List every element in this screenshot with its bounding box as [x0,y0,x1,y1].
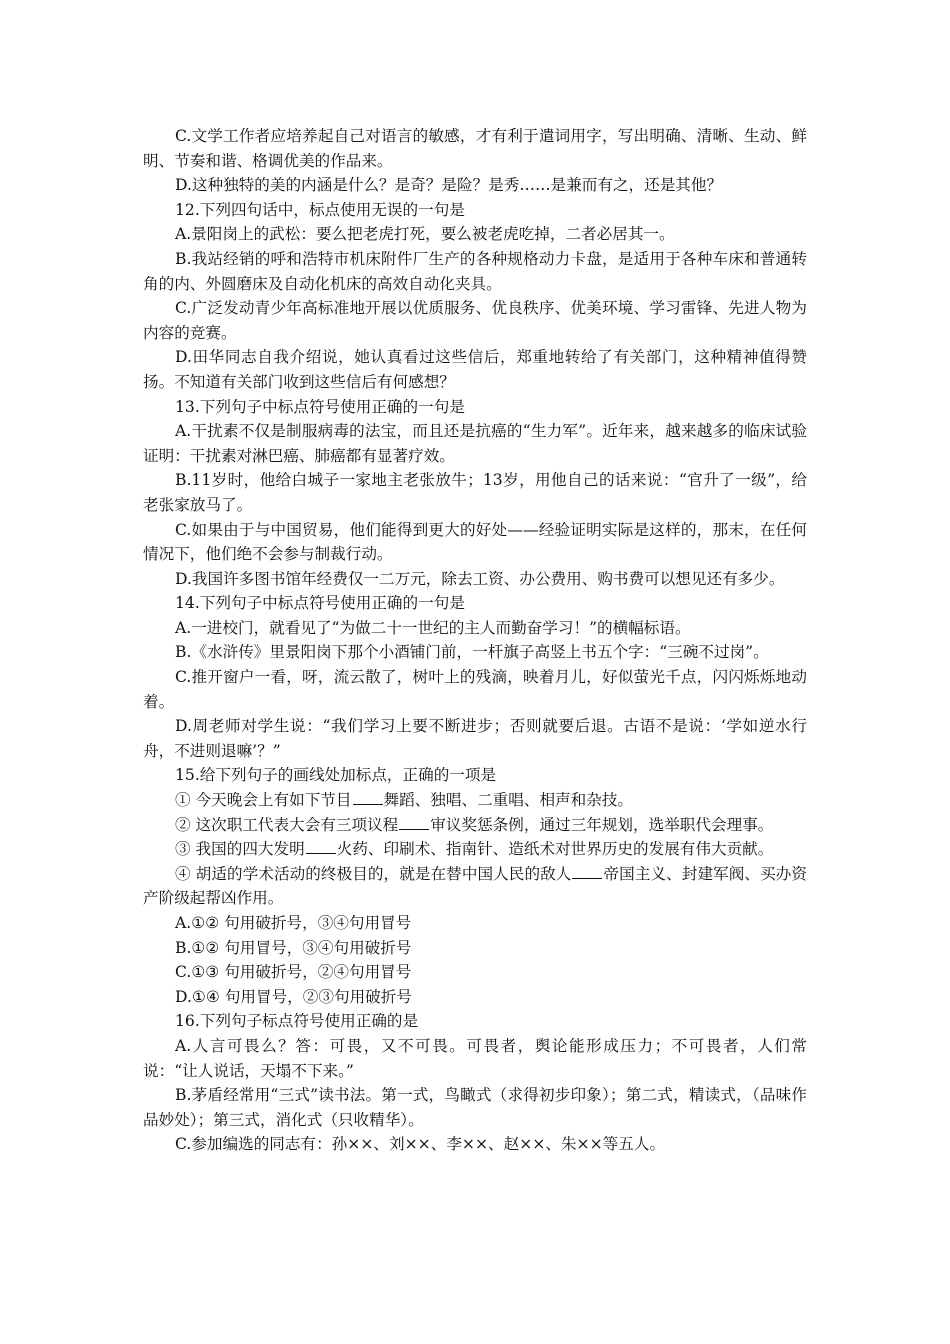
item-text-post: 审议奖惩条例，通过三年规划，选举职代会理事。 [430,815,774,834]
question-13-option-a: A.干扰素不仅是制服病毒的法宝，而且还是抗癌的“生力军”。近年来，越来越多的临床试验证明：干扰素对淋巴癌、肺癌都有显著疗效。 [143,422,807,465]
item-text-pre: ① 今天晚会上有如下节目 [175,791,352,810]
question-14-option-c: C.推开窗户一看，呀，流云散了，树叶上的残滴，映着月儿，好似萤光千点，闪闪烁烁地动着。 [143,668,807,711]
question-12-option-a: A.景阳岗上的武松：要么把老虎打死，要么被老虎吃掉，二者必居其一。 [175,225,675,244]
question-15-item-3 [143,837,807,862]
item-text-pre: ③ 我国的四大发明 [175,840,305,859]
question-15: 15.给下列句子的画线处加标点，正确的一项是 [175,766,497,785]
blank-underline [572,864,602,879]
question-15-item-1 [143,788,807,813]
option-c-11: C.文学工作者应培养起自己对语言的敏感，才有利于遣词用字，写出明确、清晰、生动、鲜明、节奏和谐、格调优美的作品来。 [143,127,807,170]
question-12: 12.下列四句话中，标点使用无误的一句是 [175,200,465,219]
document-body [143,124,807,1157]
blank-underline [306,839,336,854]
question-16-option-a: A.人言可畏么？答：可畏，又不可畏。可畏者，舆论能形成压力；不可畏者，人们常说：“让人说话，天塌不下来。” [143,1036,807,1080]
question-14-option-d: D.周老师对学生说：“我们学习上要不断进步；否则就要后退。古语不是说：‘学如逆水行舟，不进则退嘛’？” [143,717,807,760]
question-12-option-d: D.田华同志自我介绍说，她认真看过这些信后，郑重地转给了有关部门，这种精神值得赞扬。不知道有关部门收到这些信后有何感想？ [143,348,807,391]
question-13: 13.下列句子中标点符号使用正确的一句是 [175,397,465,416]
question-16-option-b: B.茅盾经常用“三式”读书法。第一式，鸟瞰式（求得初步印象）；第二式，精读式，（品味作品妙处）；第三式，消化式（只收精华）。 [143,1086,807,1129]
question-14: 14.下列句子中标点符号使用正确的一句是 [175,594,465,613]
question-15-option-d: D.①④ 句用冒号，②③句用破折号 [175,987,412,1006]
question-13-option-b: B.11岁时，他给白城子一家地主老张放牛；13岁，用他自己的话来说：“官升了一级”，给老张家放马了。 [143,471,807,514]
question-16: 16.下列句子标点符号使用正确的是 [175,1012,419,1031]
question-15-option-b: B.①② 句用冒号，③④句用破折号 [175,938,412,957]
question-15-item-2 [143,813,807,838]
question-16-option-c: C.参加编选的同志有：孙××、刘××、李××、赵××、朱××等五人。 [175,1135,666,1154]
question-12-option-c: C.广泛发动青少年高标准地开展以优质服务、优良秩序、优美环境、学习雷锋、先进人物为内容的竞赛。 [143,299,807,342]
question-15-option-c: C.①③ 句用破折号，②④句用冒号 [175,963,412,982]
item-text-pre: ② 这次职工代表大会有三项议程 [175,815,399,834]
question-14-option-a: A.一进校门，就看见了“为做二十一世纪的主人而勤奋学习！”的横幅标语。 [175,618,691,637]
question-13-option-d: D.我国许多图书馆年经费仅一二万元，除去工资、办公费用、购书费可以想见还有多少。 [175,569,785,588]
blank-underline [353,790,383,805]
item-text-post: 火药、印刷术、指南针、造纸术对世界历史的发展有伟大贡献。 [336,840,774,859]
item-text-post: 舞蹈、独唱、二重唱、相声和杂技。 [383,791,634,810]
question-15-option-a: A.①② 句用破折号，③④句用冒号 [175,914,412,932]
item-text-post: 帝国主义、封建军阀、买办资产阶级起帮凶作用。 [143,864,807,908]
item-text-pre: ④ 胡适的学术活动的终极目的，就是在替中国人民的敌人 [175,864,572,883]
option-d-11: D.这种独特的美的内涵是什么？是奇？是险？是秀……是兼而有之，还是其他？ [175,176,723,195]
question-12-option-b: B.我站经销的呼和浩特市机床附件厂生产的各种规格动力卡盘，是适用于各种车床和普通转角的内、外圆磨床及自动化机床的高效自动化夹具。 [143,249,807,293]
question-15-item-4 [143,862,807,911]
question-14-option-b: B.《水浒传》里景阳岗下那个小酒铺门前，一杆旗子高竖上书五个字：“三碗不过岗”。 [175,643,769,662]
question-13-option-c: C.如果由于与中国贸易，他们能得到更大的好处——经验证明实际是这样的，那末，在任何情况下，他们绝不会参与制裁行动。 [143,520,807,564]
blank-underline [399,815,429,830]
